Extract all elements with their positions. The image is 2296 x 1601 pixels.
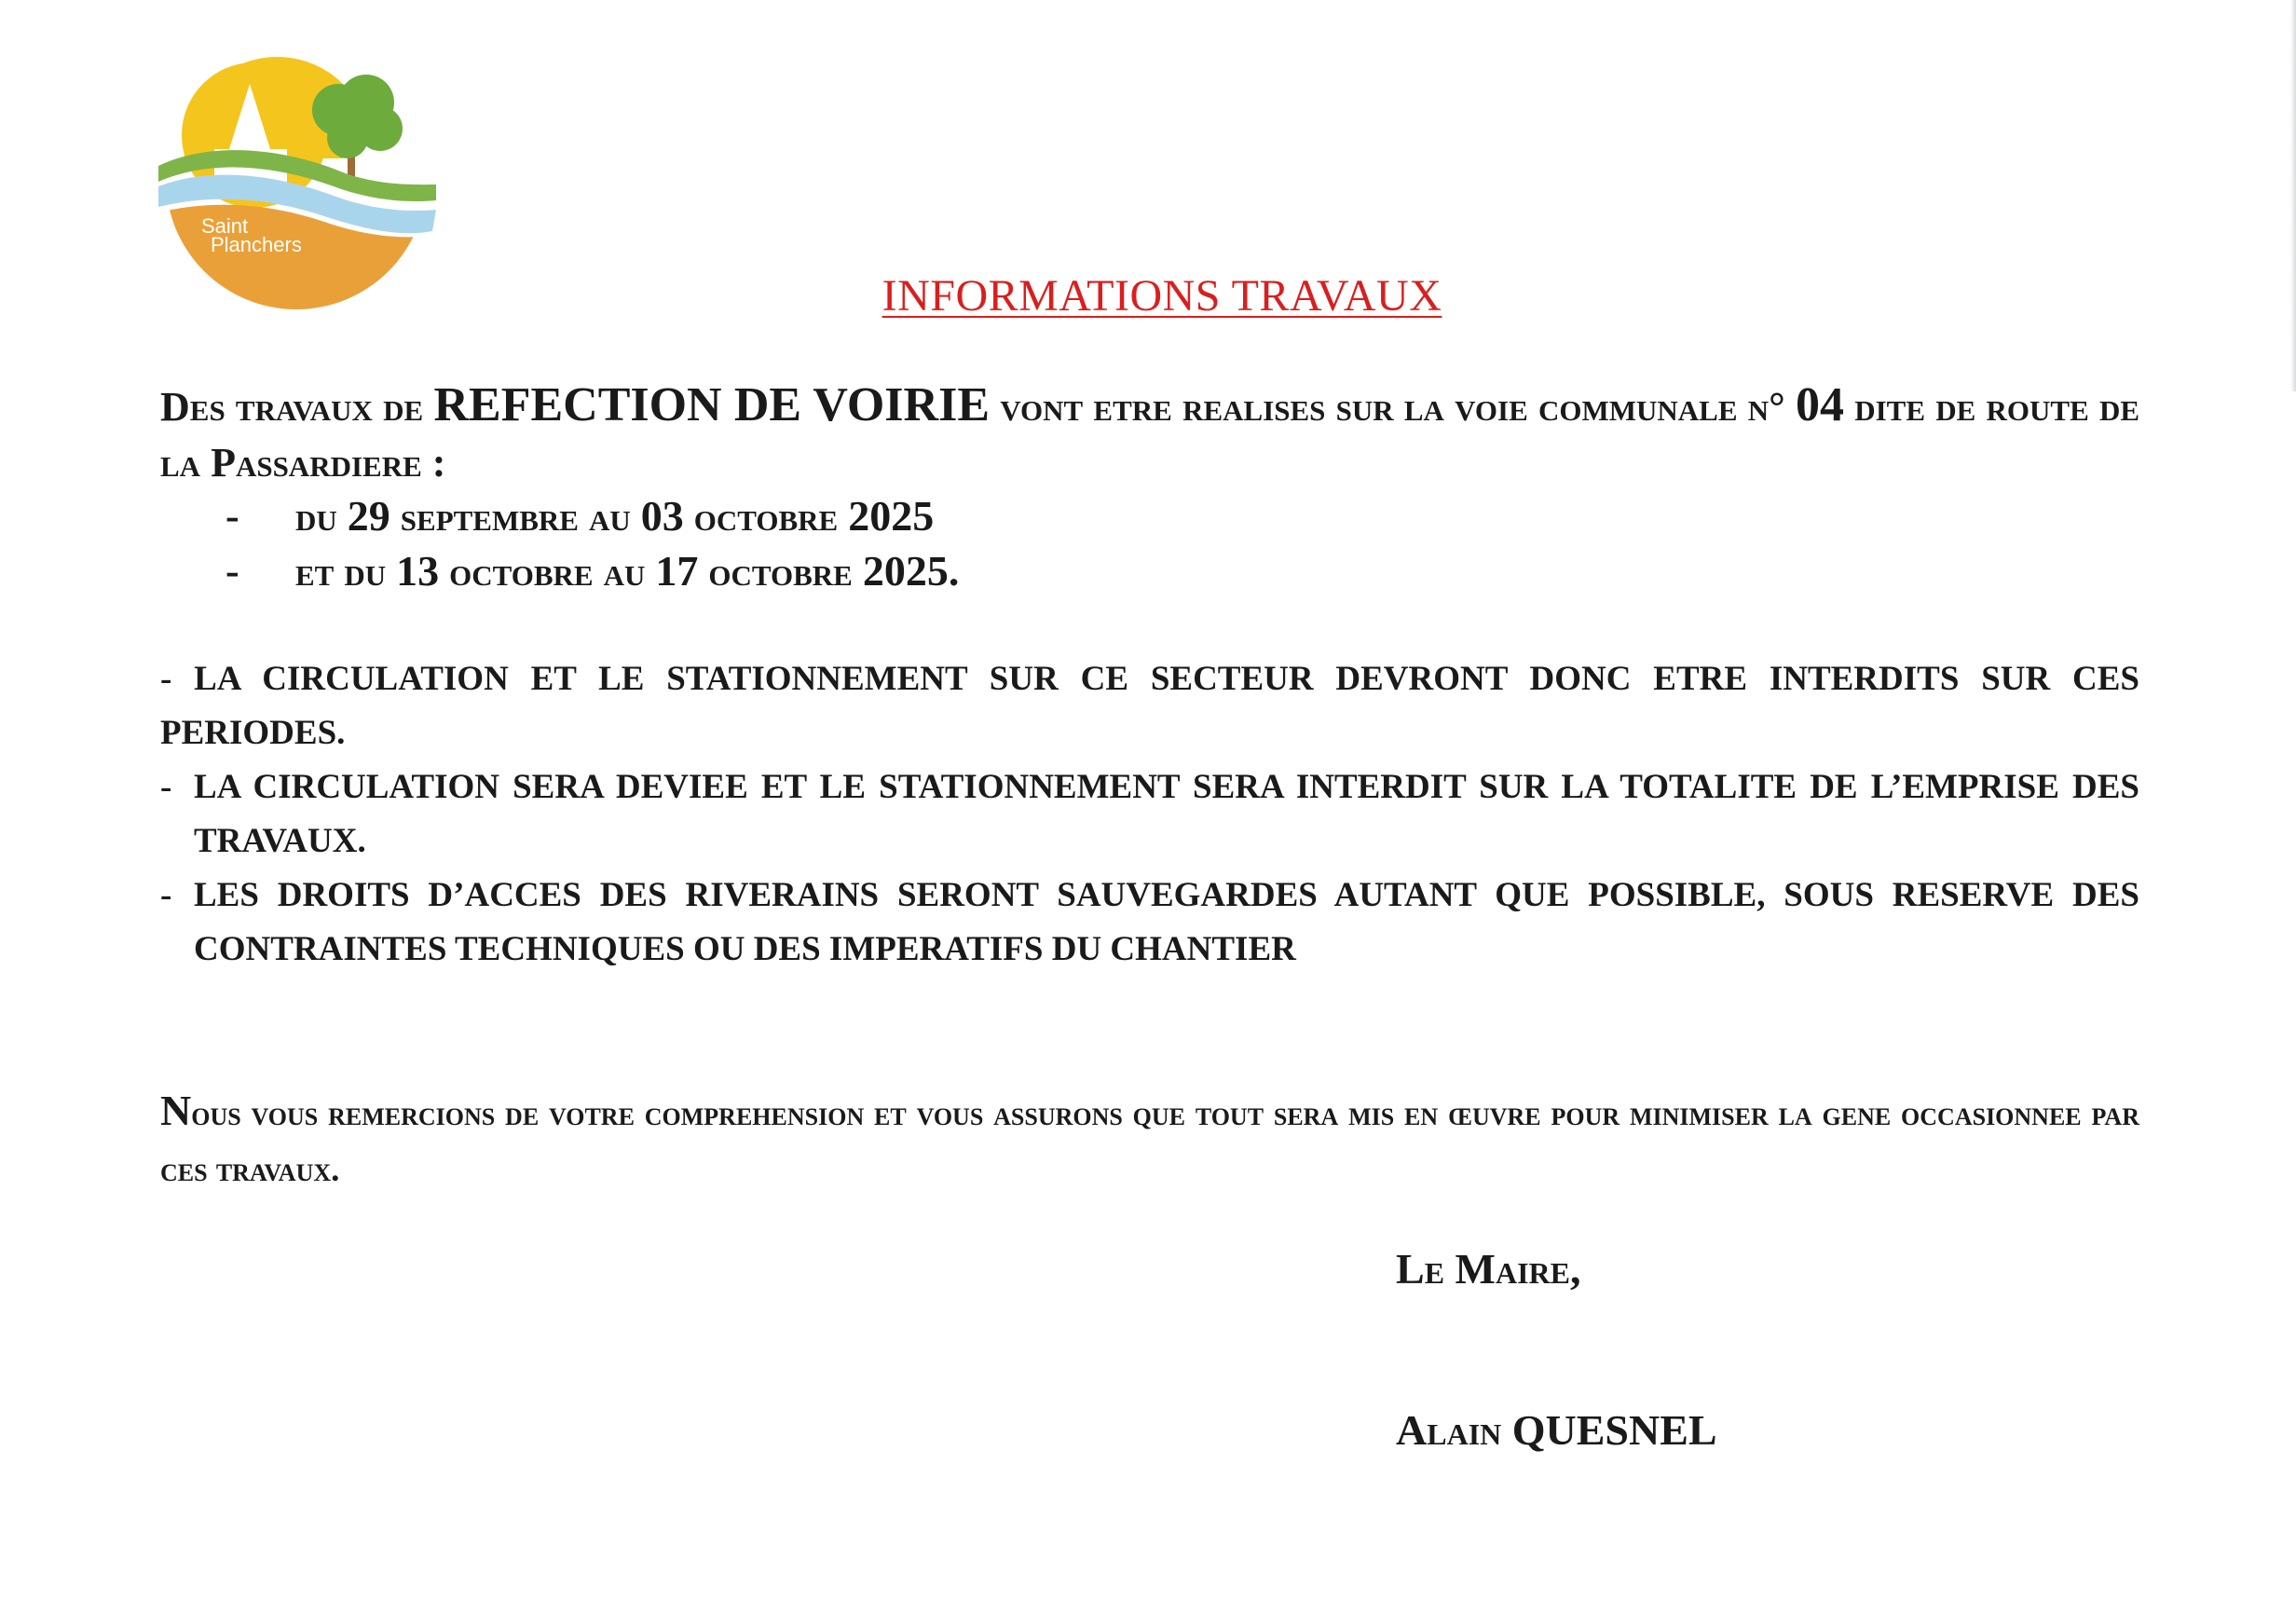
date-month-end: octobre (693, 494, 839, 540)
date-prefix: et du (295, 549, 387, 595)
rule-dash: - (160, 876, 172, 914)
rule-item (160, 869, 2139, 977)
date-day-start: 13 (396, 547, 440, 595)
role-rest-1: e (1424, 1245, 1456, 1293)
date-end: . (948, 547, 960, 595)
rules-list (160, 652, 2139, 977)
date-month-end: octobre (708, 549, 853, 595)
scan-edge (2290, 0, 2296, 391)
intro-part1: Des travaux de (160, 384, 424, 430)
date-item (160, 544, 2139, 599)
role-initial-1: L (1396, 1245, 1425, 1293)
date-list (160, 489, 2139, 599)
date-item (160, 489, 2139, 544)
rule-text: LES DROITS D’ACCES DES RIVERAINS SERONT SAUVEGARDES AUTANT QUE POSSIBLE, SOUS RESERVE DES CONTRAINTES TECHNIQUES OU DES IMPERATIFS DU CHANTIER (194, 876, 2139, 968)
logo-text-line2: Planchers (211, 233, 302, 256)
thanks-initial: N (160, 1087, 192, 1134)
date-prefix: du (295, 494, 337, 540)
date-year: 2025 (848, 492, 935, 540)
date-day-start: 29 (347, 492, 390, 540)
role-initial-2: M (1455, 1245, 1496, 1293)
intro-highlight: REFECTION DE VOIRIE (433, 378, 991, 431)
signature-name (1396, 1405, 1717, 1455)
intro-part3: dite de route de la Passardiere : (160, 384, 2140, 486)
date-dash: - (226, 548, 239, 594)
first-name-rest: lain (1427, 1406, 1502, 1454)
page-title (0, 270, 2296, 322)
signature-role (1396, 1244, 1580, 1293)
date-month-start: septembre au (400, 494, 631, 540)
date-day-end: 03 (640, 492, 684, 540)
date-year: 2025 (862, 547, 949, 595)
intro-paragraph (160, 377, 2139, 491)
rule-dash: - (160, 768, 172, 806)
first-name-initial: A (1396, 1406, 1428, 1454)
intro-number: 04 (1795, 378, 1844, 431)
intro-part2: vont etre realises sur la voie communale n° (1000, 384, 1785, 430)
rule-item: - LA CIRCULATION ET LE STATIONNEMENT SUR CE SECTEUR DEVRONT DONC ETRE INTERDITS SUR CES PERIODES. (160, 660, 2139, 752)
date-dash: - (226, 493, 239, 539)
last-name: QUESNEL (1511, 1406, 1717, 1454)
rule-item (160, 760, 2139, 869)
date-day-end: 17 (655, 547, 699, 595)
logo-text-line1: Saint (201, 214, 249, 238)
date-month-start: octobre au (449, 549, 646, 595)
thanks-paragraph (160, 1083, 2139, 1198)
page-title-text: INFORMATIONS TRAVAUX (882, 271, 1442, 321)
role-rest-2: aire, (1495, 1245, 1581, 1293)
thanks-text: ous vous remercions de votre comprehension et vous assurons que tout sera mis en œuvre pour minimiser la gene occasionnee par ces travaux. (160, 1095, 2139, 1189)
rule-text: LA CIRCULATION SERA DEVIEE ET LE STATIONNEMENT SERA INTERDIT SUR LA TOTALITE DE L’EMPRISE DES TRAVAUX. (194, 768, 2139, 860)
